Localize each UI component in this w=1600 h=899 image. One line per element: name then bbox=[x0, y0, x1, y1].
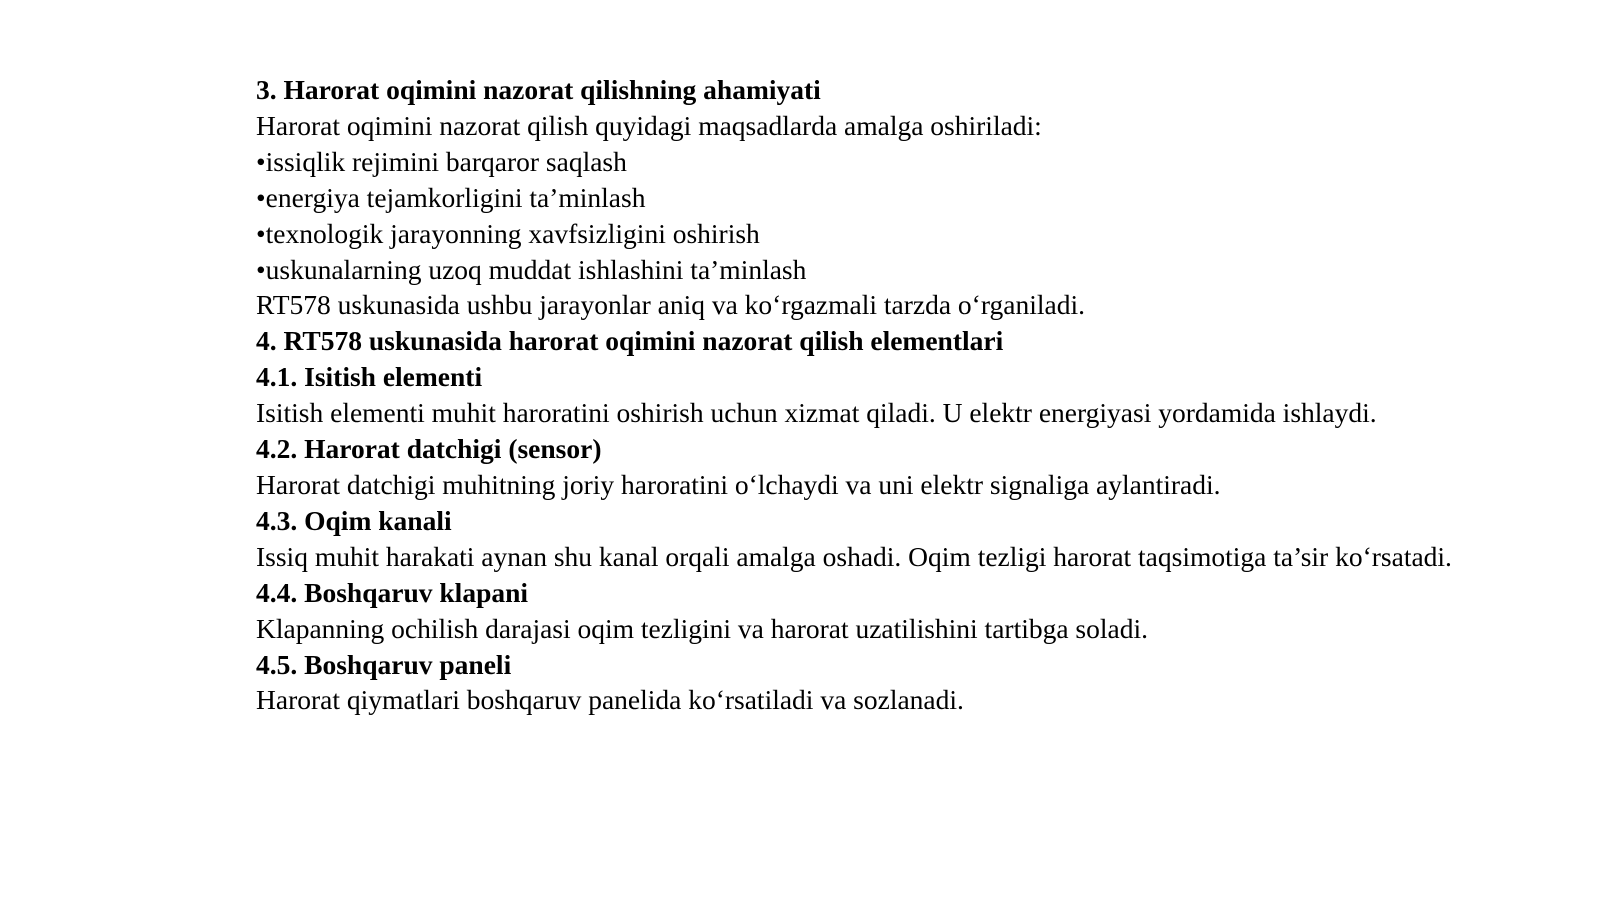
subsection-4-3-text: Issiq muhit harakati aynan shu kanal orqali amalga oshadi. Oqim tezligi harorat taqsimotiga ta’sir ko‘rsatadi. bbox=[256, 540, 1452, 572]
subsection-4-1-heading: 4.1. Isitish elementi bbox=[256, 361, 483, 393]
subsection-4-4-text: Klapanning ochilish darajasi oqim tezligini va harorat uzatilishini tartibga soladi. bbox=[256, 612, 1148, 644]
bullet-item bbox=[256, 180, 1496, 216]
bullet-item bbox=[256, 252, 1496, 288]
subsection-4-2-heading: 4.2. Harorat datchigi (sensor) bbox=[256, 433, 602, 465]
bullet-item bbox=[256, 216, 1496, 252]
bullet-text: uskunalarning uzoq muddat ishlashini ta’minlash bbox=[265, 253, 807, 285]
bullet-text: texnologik jarayonning xavfsizligini oshirish bbox=[265, 217, 760, 249]
subsection-4-1-text: Isitish elementi muhit haroratini oshirish uchun xizmat qiladi. U elektr energiyasi yordamida ishlaydi. bbox=[256, 397, 1377, 429]
bullet-marker: • bbox=[256, 181, 266, 213]
bullet-marker: • bbox=[256, 253, 266, 285]
subsection-4-3-heading: 4.3. Oqim kanali bbox=[256, 504, 452, 536]
section-3-heading: 3. Harorat oqimini nazorat qilishning ahamiyati bbox=[256, 74, 821, 105]
bullet-marker: • bbox=[256, 217, 266, 249]
section-3-outro: RT578 uskunasida ushbu jarayonlar aniq va ko‘rgazmali tarzda o‘rganiladi. bbox=[256, 289, 1085, 321]
bullet-text: energiya tejamkorligini ta’minlash bbox=[265, 181, 646, 213]
section-4-heading: 4. RT578 uskunasida harorat oqimini nazorat qilish elementlari bbox=[256, 325, 1004, 357]
bullet-text: issiqlik rejimini barqaror saqlash bbox=[265, 145, 627, 177]
slide-content bbox=[256, 72, 1496, 718]
bullet-marker: • bbox=[256, 145, 266, 177]
subsection-4-5-text: Harorat qiymatlari boshqaruv panelida ko‘rsatiladi va sozlanadi. bbox=[256, 684, 964, 716]
subsection-4-4-heading: 4.4. Boshqaruv klapani bbox=[256, 576, 529, 608]
bullet-item bbox=[256, 144, 1496, 180]
subsection-4-2-text: Harorat datchigi muhitning joriy haroratini o‘lchaydi va uni elektr signaliga aylantiradi. bbox=[256, 468, 1221, 500]
subsection-4-5-heading: 4.5. Boshqaruv paneli bbox=[256, 648, 512, 680]
section-3-intro: Harorat oqimini nazorat qilish quyidagi maqsadlarda amalga oshiriladi: bbox=[256, 109, 1042, 141]
